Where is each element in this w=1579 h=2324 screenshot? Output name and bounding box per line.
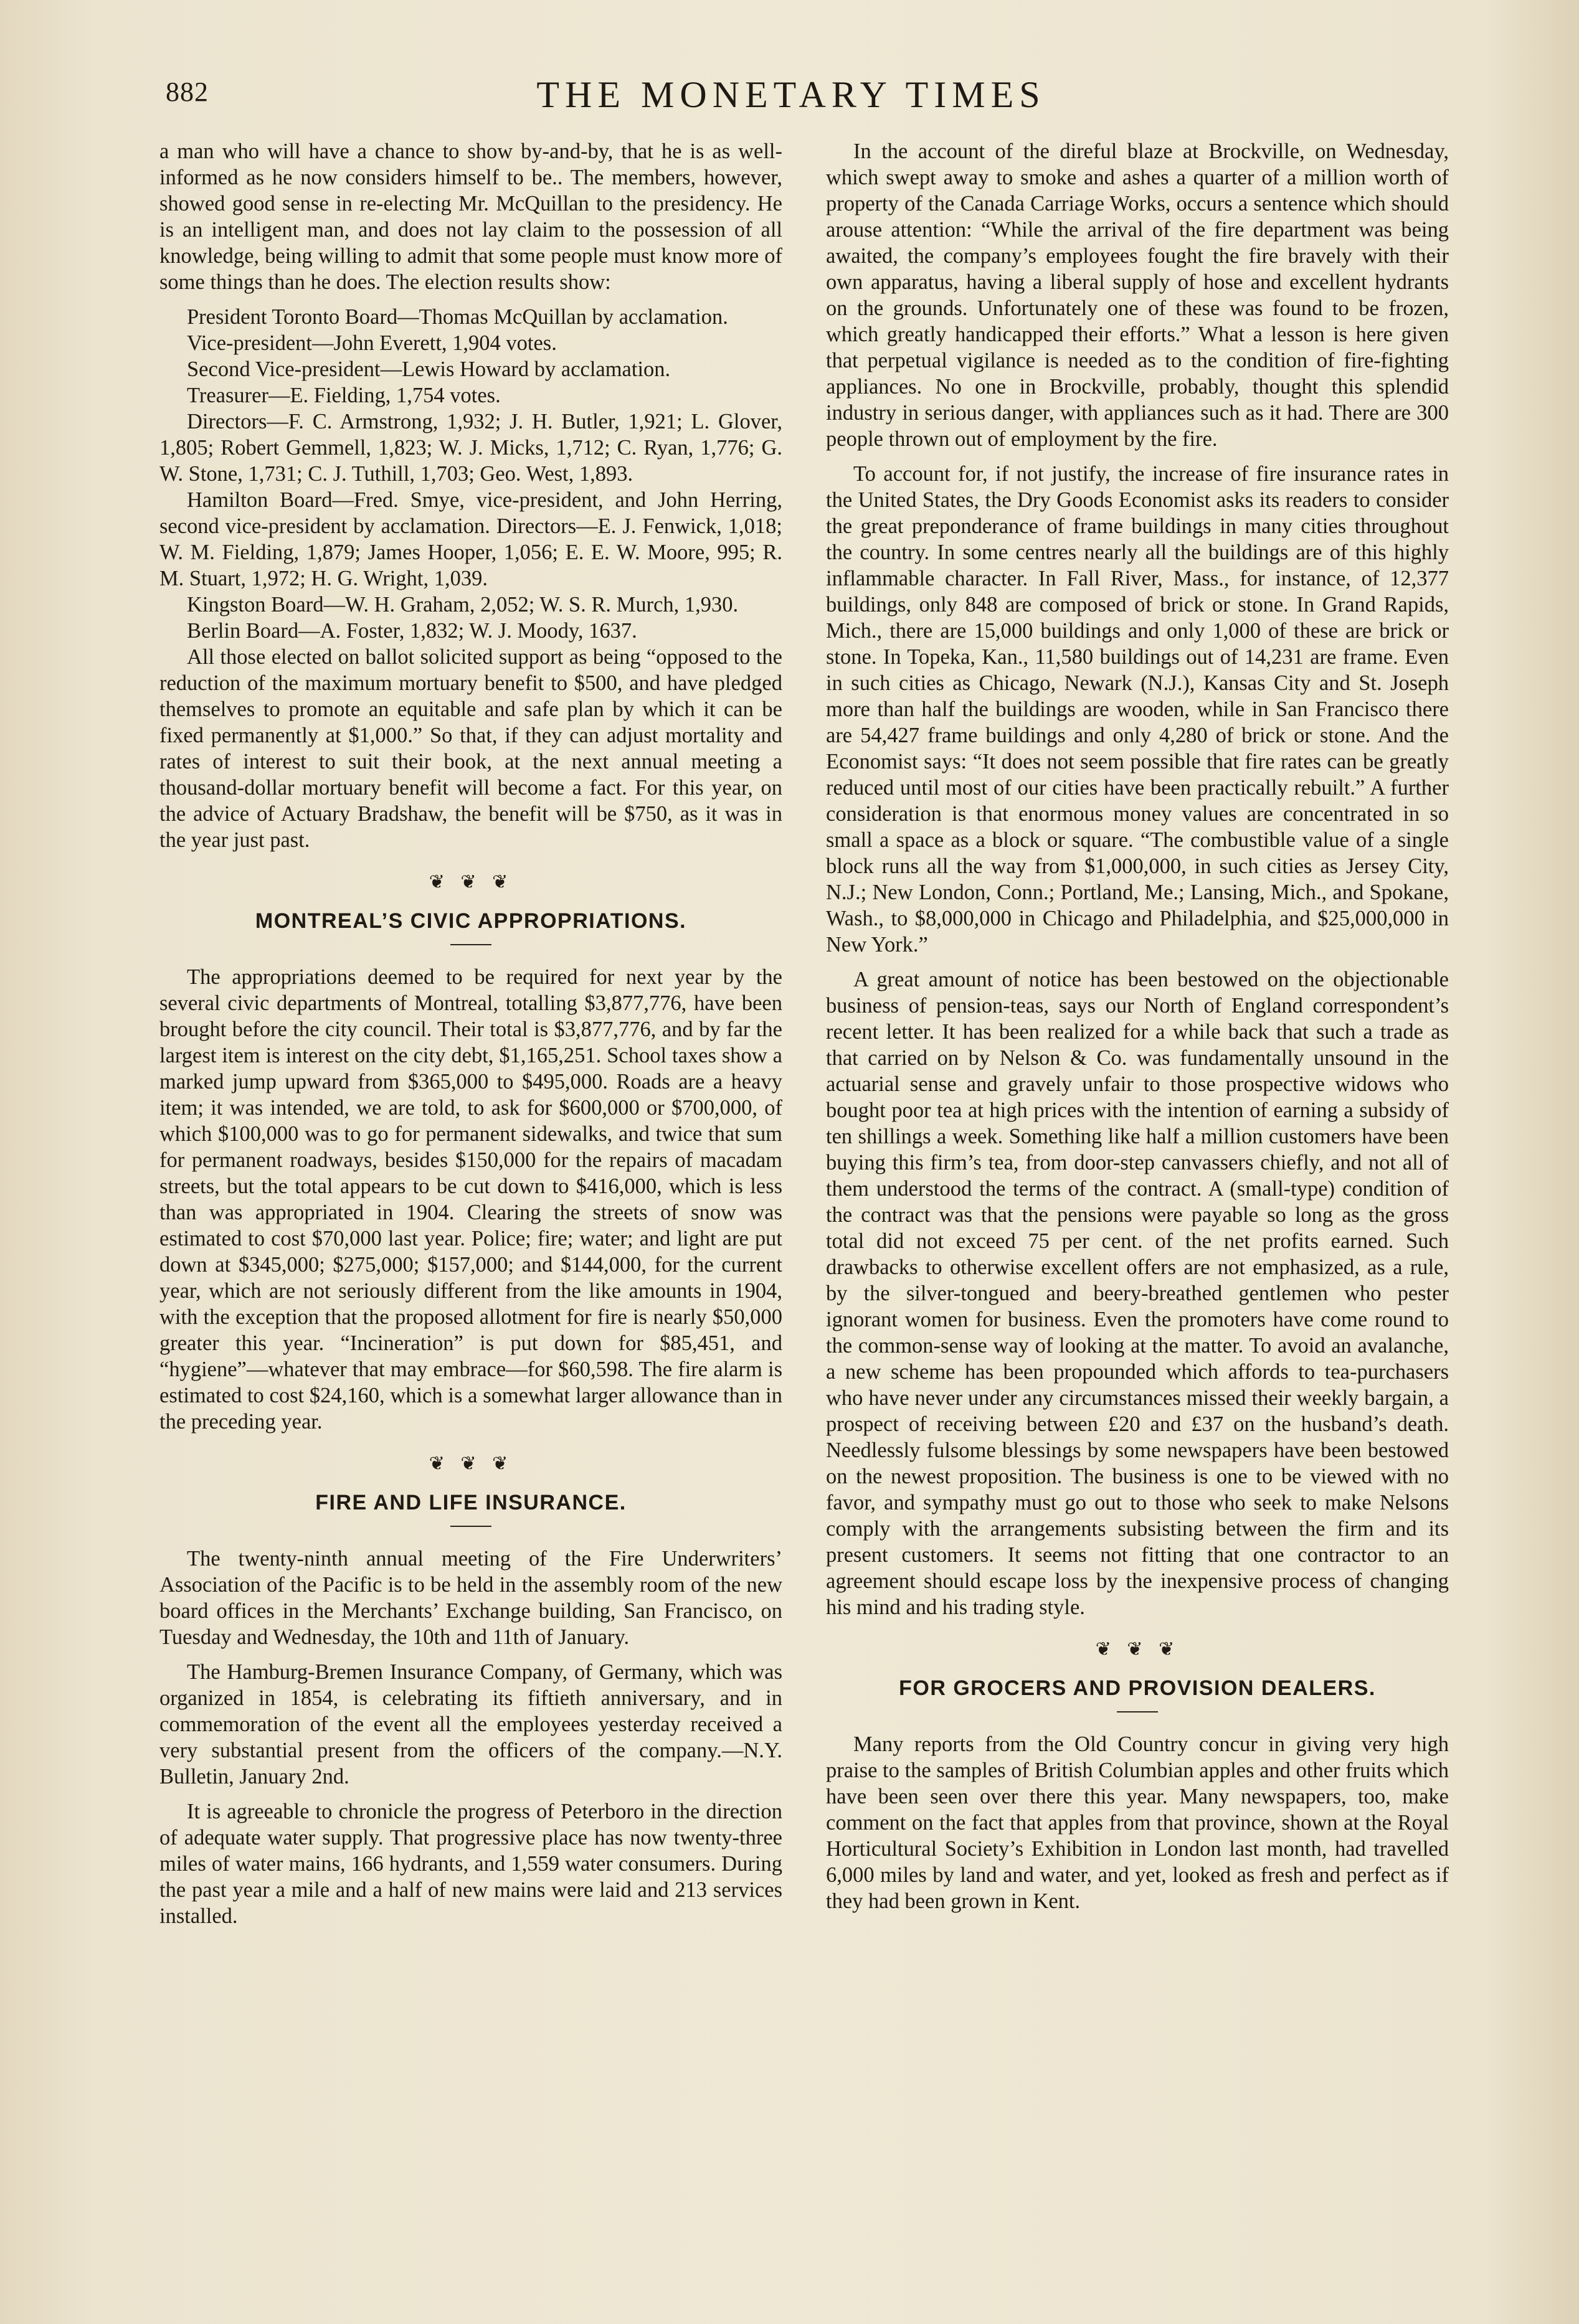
paragraph: All those elected on ballot solicited support as being “opposed to the reduction of the maximum mortuary benefit to $500, and have pledged themselves to promote an equitable and safe plan by which it can be fixed permanently at $1,000.” So that, if they can adjust mortality and rates of interest to suit their book, at the next annual meeting a thousand-dollar mortuary benefit will become a fact. For this year, on the advice of Actuary Bradshaw, the benefit will be $750, as it was in the year just past. — [159, 645, 782, 852]
election-result: Vice-president—John Everett, 1,904 votes. — [187, 331, 557, 355]
paragraph: It is agreeable to chronicle the progress of Peterboro in the direction of adequate water supply. That progressive place has now twenty-three miles of water mains, 166 hydrants, and 1,559 water consumers. During the past year a mile and a half of new mains were laid and 213 services installed. — [159, 1800, 782, 1928]
section-ornament: ❦ ❦ ❦ — [429, 871, 513, 893]
election-result: Berlin Board—A. Foster, 1,832; W. J. Moody, 1637. — [187, 619, 637, 643]
page-header — [125, 67, 1458, 123]
paragraph: a man who will have a chance to show by-and-by, that he is as well-informed as he now considers himself to be.. The members, however, showed good sense in re-electing Mr. McQuillan to the presidency. He is an intelligent man, and does not lay claim to the possession of all knowledge, being willing to admit that some people must know more of some things than he does. The election results show: — [159, 139, 782, 294]
masthead-title: THE MONETARY TIMES — [536, 74, 1046, 115]
title-rule — [1117, 1711, 1158, 1712]
left-column — [159, 138, 782, 1938]
section-title-montreal: MONTREAL’S CIVIC APPROPRIATIONS. — [255, 909, 687, 933]
paragraph: The twenty-ninth annual meeting of the Fire Underwriters’ Association of the Pacific is to be held in the assembly room of the new board offices in the Merchants’ Exchange building, San Francisco, on Tuesday and Wednesday, the 10th and 11th of January. — [159, 1547, 782, 1649]
section-title-insurance: FIRE AND LIFE INSURANCE. — [315, 1491, 627, 1514]
paragraph: In the account of the direful blaze at Brockville, on Wednesday, which swept away to smoke and ashes a quarter of a million worth of property of the Canada Carriage Works, occurs a sentence which should arouse attention: “While the arrival of the fire department was being awaited, the company’s employees fought the fire bravely with their own apparatus, having a liberal supply of hose and excellent hydrants on the grounds. Unfortunately one of these was found to be frozen, which greatly handicapped their efforts.” What a lesson is here given that perpetual vigilance is needed as to the condition of fire-fighting appliances. No one in Brockville, probably, thought this splendid industry in serious danger, with appliances such as it had. There are 300 people thrown out of employment by the fire. — [826, 139, 1449, 451]
paragraph: A great amount of notice has been bestowed on the objectionable business of pension-teas, says our North of England correspondent’s recent letter. It has been realized for a while back that such a trade as that carried on by Nelson & Co. was fundamentally unsound in the actuarial sense and gravely unfair to those prospective widows who bought poor tea at high prices with the intention of earning a subsidy of ten shillings a week. Something like half a million customers have been buying this firm’s tea, from door-step canvassers chiefly, and not all of them understood the terms of the contract. A (small-type) condition of the contract was that the pensions were payable so long as the gross total did not exceed 75 per cent. of the net profits earned. Such drawbacks to otherwise excellent offers are not emphasized, as a rule, by the silver-tongued and beery-breathed gentlemen who pester ignorant women for business. Even the promoters have come round to the common-sense way of looking at the matter. To avoid an avalanche, a new scheme has been propounded which affords to tea-purchasers who have never under any circumstances missed their weekly bargain, a prospect of receiving between £20 and £37 on the husband’s death. Needlessly fulsome blessings by some newspapers have been bestowed on the newest proposition. The business is one to be viewed with no favor, and sympathy must go out to those who seek to make Nelsons comply with the arrangements subsisting between the firm and its present customers. It seems not fitting that one contractor to an agreement should escape loss by the inexpensive process of changing his mind and his trading style. — [826, 968, 1449, 1619]
section-title-grocers: FOR GROCERS AND PROVISION DEALERS. — [899, 1676, 1376, 1700]
paragraph: The Hamburg-Bremen Insurance Company, of Germany, which was organized in 1854, is celebrating its fiftieth anniversary, and in commemoration of the event all the employees yesterday received a very substantial present from the officers of the company.—N.Y. Bulletin, January 2nd. — [159, 1660, 782, 1788]
right-column — [826, 138, 1449, 1923]
election-result: President Toronto Board—Thomas McQuillan by acclamation. — [187, 305, 728, 329]
section-ornament: ❦ ❦ ❦ — [429, 1453, 513, 1475]
paragraph: Many reports from the Old Country concur in giving very high praise to the samples of British Columbian apples and other fruits which have been seen over there this year. Many newspapers, too, make comment on the fact that apples from that province, shown at the Royal Horticultural Society’s Exhibition in London last month, had travelled 6,000 miles by land and water, and yet, looked as fresh and perfect as if they had been grown in Kent. — [826, 1732, 1449, 1913]
section-ornament: ❦ ❦ ❦ — [1095, 1638, 1180, 1660]
election-result: Kingston Board—W. H. Graham, 2,052; W. S. R. Murch, 1,930. — [187, 593, 739, 616]
page-number: 882 — [166, 77, 209, 107]
election-result: Second Vice-president—Lewis Howard by acclamation. — [187, 357, 671, 381]
election-result: Treasurer—E. Fielding, 1,754 votes. — [187, 384, 501, 407]
paragraph: To account for, if not justify, the increase of fire insurance rates in the United States, the Dry Goods Economist asks its readers to consider the great preponderance of frame buildings in many cities throughout the country. In some centres nearly all the buildings are of this highly inflammable character. In Fall River, Mass., for instance, of 12,377 buildings, only 848 are composed of brick or stone. In Grand Rapids, Mich., there are 15,000 buildings and only 1,000 of these are brick or stone. In Topeka, Kan., 11,580 buildings out of 14,231 are frame. Even in such cities as Chicago, Newark (N.J.), Kansas City and St. Joseph more than half the buildings are wooden, while in San Francisco there are 54,427 frame buildings and only 4,280 of brick or stone. And the Economist says: “It does not seem possible that fire rates can be greatly reduced until most of our cities have been practically rebuilt.” A further consideration is that enormous money values are concentrated in so small a space as a block or square. “The combustible value of a single block runs all the way from $1,000,000, in such cities as Jersey City, N.J.; New London, Conn.; Portland, Me.; Lansing, Mich., and Spokane, Wash., to $8,000,000 in Chicago and Philadelphia, and $25,000,000 in New York.” — [826, 462, 1449, 957]
title-rule — [450, 944, 491, 945]
paragraph: The appropriations deemed to be required for next year by the several civic departments of Montreal, totalling $3,877,776, have been brought before the city council. Their total is $3,877,776, and by far the largest item is interest on the city debt, $1,165,251. School taxes show a marked jump upward from $365,000 to $495,000. Roads are a heavy item; it was intended, we are told, to ask for $600,000 or $700,000, of which $100,000 was to go for permanent sidewalks, and twice that sum for permanent roadways, besides $150,000 for the repairs of macadam streets, but the total appears to be cut down to $416,000, which is less than was appropriated in 1904. Clearing the streets of snow was estimated to cost $70,000 last year. Police; fire; water; and light are put down at $345,000; $275,000; $157,000; and $144,000, for the current year, which are not seriously different from the like amounts in 1904, with the exception that the proposed allotment for fire is nearly $50,000 greater this year. “Incineration” is put down for $85,451, and “hygiene”—whatever that may embrace—for $60,598. The fire alarm is estimated to cost $24,160, which is a somewhat larger allowance than in the preceding year. — [159, 965, 782, 1434]
election-result: Directors—F. C. Armstrong, 1,932; J. H. Butler, 1,921; L. Glover, 1,805; Robert Gemmell, 1,823; W. J. Micks, 1,712; C. Ryan, 1,776; G. W. Stone, 1,731; C. J. Tuthill, 1,703; Geo. West, 1,893. — [159, 410, 782, 486]
election-result: Hamilton Board—Fred. Smye, vice-president, and John Herring, second vice-president by acclamation. Directors—E. J. Fenwick, 1,018; W. M. Fielding, 1,879; James Hooper, 1,056; E. E. W. Moore, 995; R. M. Stuart, 1,972; H. G. Wright, 1,039. — [159, 488, 782, 590]
title-rule — [450, 1526, 491, 1527]
